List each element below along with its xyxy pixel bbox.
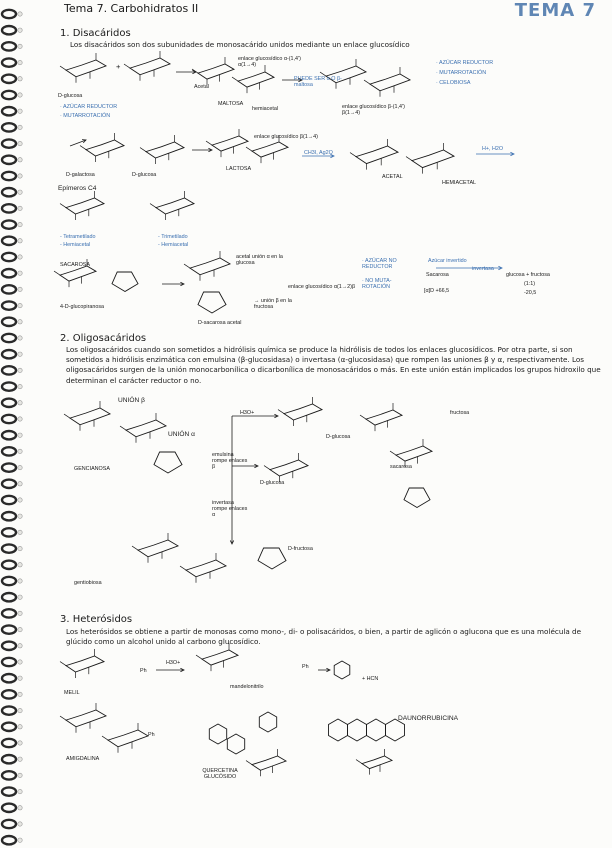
label-productos: glucosa + fructosa (506, 272, 550, 278)
label-o-sacarosa: sacarosa (390, 464, 412, 470)
label-o-d-fructosa-2: D-fructosa (288, 546, 313, 552)
label-trimetilado: - Trimetilado (158, 234, 188, 240)
label-acetal-union: acetal unión α en la glucosa (236, 254, 283, 267)
label-hemiacetal: hemiacetal (252, 106, 279, 112)
intro-heterosidos: Los heterósidos se obtiene a partir de monosas como mono-, di- o polisacáridos, o bien, a partir de aglicón o aglucona que es una molécula de glúcido como un alcohol unido al carbono glucosídico. (66, 627, 582, 647)
label-o-d-glucosa: D-glucosa (326, 434, 351, 440)
label-reductor-right-1: · AZÚCAR REDUCTOR (436, 60, 494, 66)
label-enlace-b14-b: enlace glucosídico β(1→4) (254, 134, 318, 140)
label-tetrametilado: - Tetrametilado (60, 234, 96, 240)
label-mandelonitrilo: mandelonitrilo (230, 684, 264, 690)
label-hemiacetal-4: - Hemiacetal (158, 242, 189, 248)
label-lactosa: LACTOSA (226, 166, 252, 172)
label-epimeros: Epímeros C4 (58, 185, 97, 192)
label-union-alfa: UNIÓN α (168, 431, 195, 438)
label-sacarosa-2: Sacarosa (426, 272, 449, 278)
label-daunorrubicina: DAUNORRUBICINA (398, 715, 459, 722)
label-o-fructosa: fructosa (450, 410, 470, 416)
spiral-binding (0, 0, 26, 848)
label-ratio: (1:1) (524, 281, 536, 287)
label-reductor-right-3: · CELOBIOSA (436, 80, 471, 86)
heading-disacaridos: 1. Disacáridos (60, 28, 131, 39)
label-reductor-left-2: · MUTARROTACIÓN (60, 113, 111, 119)
label-invertasa: invertasa (472, 266, 494, 272)
label-sacarosa: SACAROSA (60, 262, 90, 268)
label-melil: MELIL (64, 690, 80, 696)
label-gencianosa: GENCIANOSA (74, 466, 110, 472)
label-ph-3: Ph (148, 732, 155, 738)
label-h3o-3: H3O+ (166, 660, 181, 666)
label-h3o-2: H3O+ (240, 410, 255, 416)
label-d-sacarosa: D-sacarosa acetal (198, 320, 242, 326)
label-no-reductor-1: · AZÚCAR NO REDUCTOR (362, 258, 397, 271)
chemical-structures (26, 0, 612, 848)
label-gentiobiosa: gentiobiosa (74, 580, 102, 586)
label-d-glucosa: D-glucosa (58, 93, 83, 99)
label-amigdalina: AMIGDALINA (66, 756, 100, 762)
label-o-d-glucosa-2: D-glucosa (260, 480, 285, 486)
label-reductor-left-1: · AZÚCAR REDUCTOR (60, 104, 118, 110)
label-quercetina: QUERCETINA GLUCÓSIDO (202, 768, 238, 781)
label-enlace-b14: enlace glucosídico β-(1,4') β(1→4) (342, 104, 405, 117)
label-acetal-2: ACETAL (382, 174, 403, 180)
label-emulsina: emulsina rompe enlaces β (212, 452, 248, 471)
notebook-page (26, 0, 612, 848)
intro-disacaridos: Los disacáridos son dos subunidades de monosacárido unidos mediante un enlace glucosídico (70, 40, 410, 49)
label-invertasa-2: invertasa rompe enlaces α (212, 500, 248, 519)
label-d-glucosa-2: D-glucosa (132, 172, 157, 178)
label-union-beta: → unión β en la fructosa (254, 298, 292, 311)
label-hemiacetal-2: HEMIACETAL (442, 180, 477, 186)
label-rot-sac: [α]D +66,5 (424, 288, 450, 294)
label-ph-1: Ph (140, 668, 147, 674)
label-reductor-right-2: · MUTARROTACIÓN (436, 70, 487, 76)
intro-oligosacaridos: Los oligosacáridos cuando son sometidos a hidrólisis química se produce la hidrólisis de todos los enlaces glucosídicos. Por otra parte, si son sometidos a hidrólisis enzimática con emulsina (β-glucosidasa) o invertasa (α-glucosidasa) que rompen las uniones β y α, respectivamente. Los oligosacáridos surgen de la unión monocarbonílica o dicarbonílica de monosacáridos o más. En este unión están implicados los grupos hidroxilo que determinan el carácter reductor o no. (66, 345, 601, 385)
label-hcn: + HCN (362, 676, 379, 682)
label-ph-2: Ph (302, 664, 309, 670)
page-title: Tema 7. Carbohidratos II (64, 2, 199, 15)
tema-badge: TEMA 7 (514, 0, 596, 21)
label-puede-ser: PUEDE SER α O β-maltosa (294, 76, 342, 89)
label-union-beta-2: UNIÓN β (118, 397, 145, 404)
label-rot-prod: -20,5 (524, 290, 537, 296)
label-hemiacetal-3: - Hemiacetal (60, 242, 91, 248)
label-reactivos: CH3I, Ag2O (304, 150, 333, 156)
label-enlace-a14: enlace glucosídico α-(1,4') α(1→4) (238, 56, 301, 69)
heading-heterosidos: 3. Heterósidos (60, 614, 133, 625)
label-plus: + (116, 62, 121, 71)
label-fructopiranosa: 4-D-glucopiranosa (60, 304, 105, 310)
heading-oligosacaridos: 2. Oligosacáridos (60, 333, 147, 344)
label-maltosa: MALTOSA (218, 101, 244, 107)
label-hidrolisis: H+, H2O (482, 146, 504, 152)
label-invertido-title: Azúcar invertido (428, 258, 467, 264)
label-acetal: Acetal (194, 84, 209, 90)
label-enlace-a12b: enlace glucosídico α(1→2)β (288, 284, 356, 290)
label-no-reductor-2: · NO MUTA-ROTACIÓN (362, 278, 392, 291)
label-d-galactosa: D-galactosa (66, 172, 95, 178)
